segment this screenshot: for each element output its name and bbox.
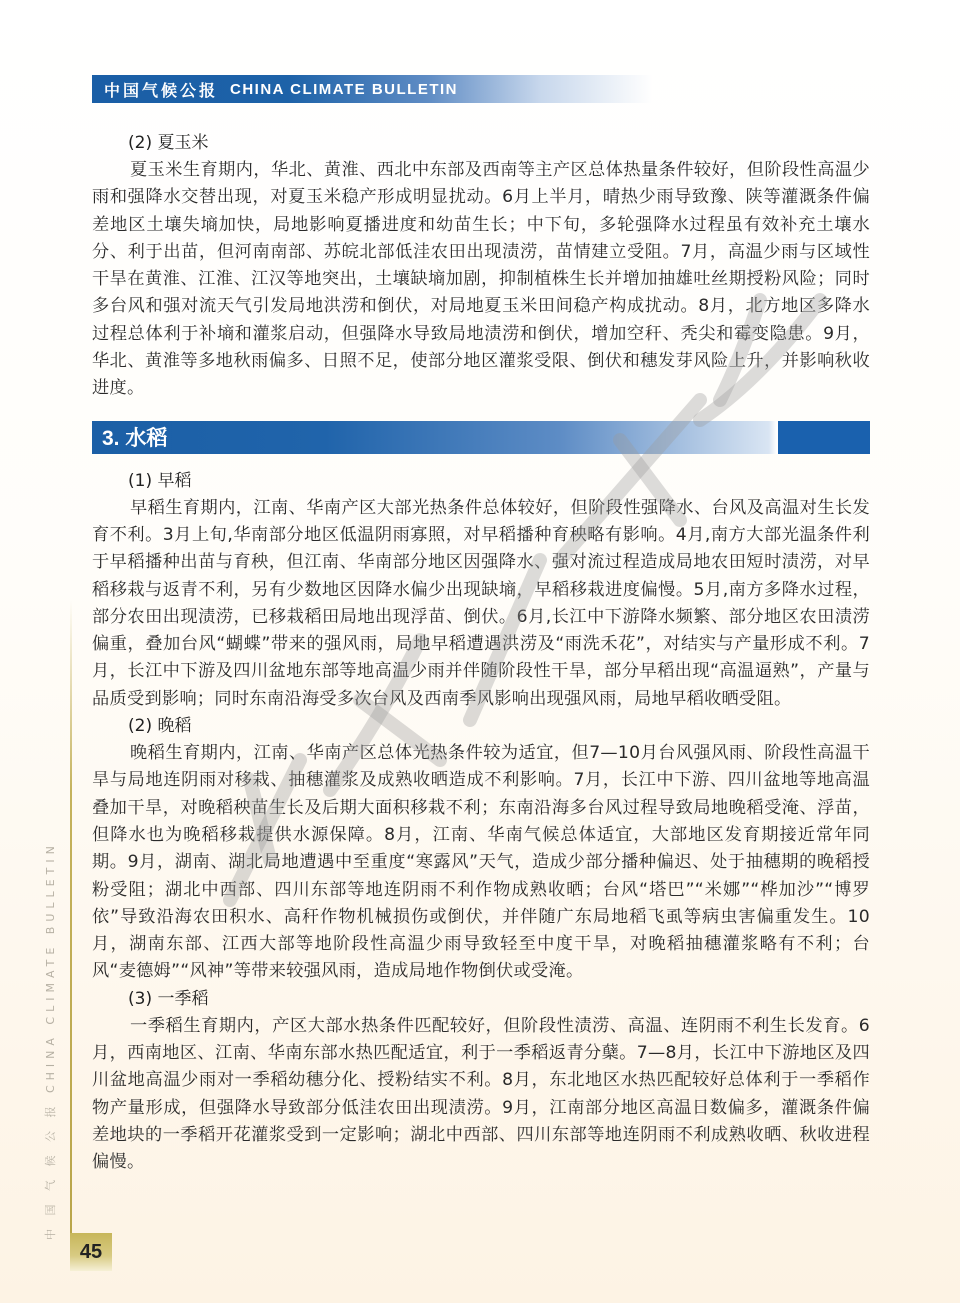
margin-rule bbox=[70, 600, 72, 1240]
header-title-en: CHINA CLIMATE BULLETIN bbox=[230, 80, 458, 98]
early-rice-heading: (1) 早稻 bbox=[128, 470, 192, 491]
page-number: 45 bbox=[70, 1233, 112, 1271]
summer-corn-paragraph: 夏玉米生育期内，华北、黄淮、西北中东部及西南等主产区总体热量条件较好，但阶段性高温少雨和强降水交替出现，对夏玉米稳产形成明显扰动。6月上半月，晴热少雨导致豫、陕等灌溉条件偏差地区土壤失墒加快，局地影响夏播进度和幼苗生长；中下旬，多轮强降水过程虽有效补充土壤水分、利于出苗，但河南南部、苏皖北部低洼农田出现渍涝，苗情建立受阻。7月，高温少雨与区域性干旱在黄淮、江淮、江汉等地突出，土壤缺墒加剧，抑制植株生长并增加抽雄吐丝期授粉风险；同时多台风和强对流天气引发局地洪涝和倒伏，对局地夏玉米田间稳产构成扰动。8月，北方地区多降水过程总体利于补墒和灌浆启动，但强降水导致局地渍涝和倒伏，增加空秆、秃尖和霉变隐患。9月，华北、黄淮等多地秋雨偏多、日照不足，使部分地区灌浆受限、倒伏和穗发芽风险上升，并影响秋收进度。 bbox=[92, 160, 870, 399]
header-title-cn: 中国气候公报 bbox=[104, 80, 219, 100]
late-rice-heading: (2) 晚稻 bbox=[128, 716, 192, 737]
late-rice-paragraph: 晚稻生育期内，江南、华南产区总体光热条件较为适宜，但7—10月台风强风雨、阶段性高温干旱与局地连阴雨对移栽、抽穗灌浆及成熟收晒造成不利影响。7月，长江中下游、四川盆地等地高温叠加干旱，对晚稻秧苗生长及后期大面积移栽不利；东南沿海多台风过程导致局地晚稻受淹、浮苗，但降水也为晚稻移栽提供水源保障。8月，江南、华南气候总体适宜，大部地区发育期接近常年同期。9月，湖南、湖北局地遭遇中至重度“寒露风”天气，造成少部分播种偏迟、处于抽穗期的晚稻授粉受阻；湖北中西部、四川东部等地连阴雨不利作物成熟收晒；台风“塔巴”“米娜”“桦加沙”“博罗依”导致沿海农田积水、高秆作物机械损伤或倒伏，并伴随广东局地稻飞虱等病虫害偏重发生。10月，湖南东部、江西大部等地阶段性高温少雨导致轻至中度干旱，对晚稻抽穗灌浆略有不利；台风“麦德姆”“风神”等带来较强风雨，造成局地作物倒伏或受淹。 bbox=[92, 743, 870, 982]
section-title: 3. 水稻 bbox=[102, 427, 168, 451]
page-content bbox=[92, 130, 870, 1177]
section-heading-rice bbox=[92, 421, 870, 454]
section-bar-accent bbox=[778, 421, 870, 454]
single-rice-heading: (3) 一季稻 bbox=[128, 988, 209, 1009]
bulletin-header-bar bbox=[92, 75, 652, 103]
summer-corn-heading: (2) 夏玉米 bbox=[128, 133, 209, 153]
single-rice-paragraph: 一季稻生育期内，产区大部水热条件匹配较好，但阶段性渍涝、高温、连阴雨不利生长发育。6月，西南地区、江南、华南东部水热匹配适宜，利于一季稻返青分蘖。7—8月，长江中下游地区及四川盆地高温少雨对一季稻幼穗分化、授粉结实不利。8月，东北地区水热匹配较好总体利于一季稻作物产量形成，但强降水导致部分低洼农田出现渍涝。9月，江南部分地区高温日数偏多，灌溉条件偏差地块的一季稻开花灌浆受到一定影响；湖北中西部、四川东部等地连阴雨不利成熟收晒、秋收进程偏慢。 bbox=[92, 1015, 870, 1173]
early-rice-paragraph: 早稻生育期内，江南、华南产区大部光热条件总体较好，但阶段性强降水、台风及高温对生长发育不利。3月上旬,华南部分地区低温阴雨寡照，对早稻播种育秧略有影响。4月,南方大部光温条件利于早稻播种出苗与育秧，但江南、华南部分地区因强降水、强对流过程造成局地农田短时渍涝，对早稻移栽与返青不利，另有少数地区因降水偏少出现缺墒，早稻移栽进度偏慢。5月,南方多降水过程，部分农田出现渍涝，已移栽稻田局地出现浮苗、倒伏。6月,长江中下游降水频繁、部分地区农田渍涝偏重，叠加台风“蝴蝶”带来的强风雨，局地早稻遭遇洪涝及“雨洗禾花”，对结实与产量形成不利。7月，长江中下游及四川盆地东部等地高温少雨并伴随阶段性干旱，部分早稻出现“高温逼熟”，产量与品质受到影响；同时东南沿海受多次台风及西南季风影响出现强风雨，局地早稻收晒受阻。 bbox=[92, 497, 870, 709]
side-running-title: 中 国 气 候 公 报 CHINA CLIMATE BULLETIN bbox=[44, 841, 57, 1240]
